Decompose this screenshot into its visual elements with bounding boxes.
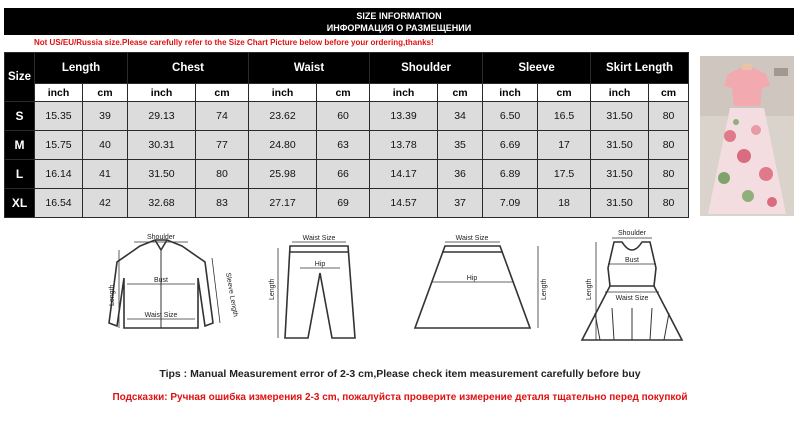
header-banner <box>4 8 794 35</box>
cell: 83 <box>196 189 249 218</box>
cell: 31.50 <box>591 102 649 131</box>
unit-inch: inch <box>249 84 317 102</box>
cell: 39 <box>83 102 128 131</box>
cell: 13.39 <box>370 102 438 131</box>
unit-cm: cm <box>438 84 483 102</box>
dress-diagram <box>582 238 682 340</box>
unit-inch: inch <box>128 84 196 102</box>
shirt-sleeve-label: Sleeve Length <box>224 272 239 318</box>
table-row <box>5 189 689 218</box>
unit-row <box>5 84 689 102</box>
cell: 24.80 <box>249 131 317 160</box>
cell: 18 <box>538 189 591 218</box>
table-row <box>5 160 689 189</box>
cell: 69 <box>317 189 370 218</box>
cell: 31.50 <box>591 189 649 218</box>
pants-waist-label: Waist Size <box>302 235 336 242</box>
measurement-diagrams <box>0 228 800 358</box>
unit-inch: inch <box>35 84 83 102</box>
cell: 6.50 <box>483 102 538 131</box>
size-table <box>4 52 689 218</box>
title-en: SIZE INFORMATION <box>356 11 442 21</box>
size-warning: Not US/EU/Russia size.Please carefully refer to the Size Chart Picture below before your ordering,thanks! <box>34 38 434 47</box>
cell: 23.62 <box>249 102 317 131</box>
cell: 31.50 <box>591 131 649 160</box>
skirt-hip-label: Hip <box>466 275 478 282</box>
cell: 80 <box>649 189 689 218</box>
cell: 80 <box>649 102 689 131</box>
size-label: S <box>5 102 35 131</box>
cell: 37 <box>438 189 483 218</box>
size-label: L <box>5 160 35 189</box>
cell: 16.54 <box>35 189 83 218</box>
pants-length-label: Length <box>269 278 276 300</box>
cell: 31.50 <box>128 160 196 189</box>
cell: 15.35 <box>35 102 83 131</box>
unit-cm: cm <box>538 84 591 102</box>
dress-bust-label: Bust <box>624 257 640 264</box>
cell: 80 <box>649 160 689 189</box>
unit-inch: inch <box>591 84 649 102</box>
tips-english: Tips : Manual Measurement error of 2-3 cm,Please check item measurement carefully before buy <box>159 368 641 380</box>
dress-waist-label: Waist Size <box>615 295 649 302</box>
cell: 16.14 <box>35 160 83 189</box>
cell: 31.50 <box>591 160 649 189</box>
col-sleeve-header: Sleeve <box>483 53 591 84</box>
skirt-waist-label: Waist Size <box>455 235 489 242</box>
col-skirt-length-header: Skirt Length <box>591 53 689 84</box>
unit-inch: inch <box>483 84 538 102</box>
cell: 29.13 <box>128 102 196 131</box>
cell: 30.31 <box>128 131 196 160</box>
cell: 17 <box>538 131 591 160</box>
size-column-header: Size <box>5 53 35 102</box>
cell: 63 <box>317 131 370 160</box>
cell: 17.5 <box>538 160 591 189</box>
cell: 6.89 <box>483 160 538 189</box>
cell: 77 <box>196 131 249 160</box>
table-row <box>5 131 689 160</box>
col-waist-header: Waist <box>249 53 370 84</box>
skirt-diagram <box>415 242 538 328</box>
cell: 74 <box>196 102 249 131</box>
cell: 13.78 <box>370 131 438 160</box>
tips-russian: Подсказки: Ручная ошибка измерения 2-3 cm, пожалуйста проверите измерение деталя тщательно перед покупкой <box>112 392 688 403</box>
unit-cm: cm <box>196 84 249 102</box>
dress-length-label: Length <box>586 278 593 300</box>
cell: 32.68 <box>128 189 196 218</box>
shirt-waist-label: Waist Size <box>144 312 178 319</box>
title-ru: ИНФОРМАЦИЯ О РАЗМЕЩЕНИИ <box>326 23 472 33</box>
unit-cm: cm <box>317 84 370 102</box>
col-length-header: Length <box>35 53 128 84</box>
cell: 34 <box>438 102 483 131</box>
unit-inch: inch <box>370 84 438 102</box>
pants-hip-label: Hip <box>314 261 326 268</box>
cell: 41 <box>83 160 128 189</box>
table-row <box>5 102 689 131</box>
col-chest-header: Chest <box>128 53 249 84</box>
cell: 14.57 <box>370 189 438 218</box>
size-label: M <box>5 131 35 160</box>
cell: 42 <box>83 189 128 218</box>
skirt-length-label: Length <box>541 278 548 300</box>
cell: 60 <box>317 102 370 131</box>
product-photo <box>700 56 794 216</box>
cell: 35 <box>438 131 483 160</box>
cell: 27.17 <box>249 189 317 218</box>
unit-cm: cm <box>83 84 128 102</box>
cell: 7.09 <box>483 189 538 218</box>
table-header-row <box>5 53 689 84</box>
cell: 16.5 <box>538 102 591 131</box>
unit-cm: cm <box>649 84 689 102</box>
cell: 80 <box>649 131 689 160</box>
pants-diagram <box>278 242 355 338</box>
shirt-shoulder-label: Shoulder <box>146 234 176 241</box>
shirt-bust-label: Bust <box>153 277 169 284</box>
cell: 66 <box>317 160 370 189</box>
cell: 40 <box>83 131 128 160</box>
cell: 80 <box>196 160 249 189</box>
col-shoulder-header: Shoulder <box>370 53 483 84</box>
cell: 36 <box>438 160 483 189</box>
cell: 15.75 <box>35 131 83 160</box>
cell: 25.98 <box>249 160 317 189</box>
dress-shoulder-label: Shoulder <box>617 230 647 237</box>
size-label: XL <box>5 189 35 218</box>
cell: 14.17 <box>370 160 438 189</box>
cell: 6.69 <box>483 131 538 160</box>
shirt-length-label: Length <box>109 284 116 306</box>
